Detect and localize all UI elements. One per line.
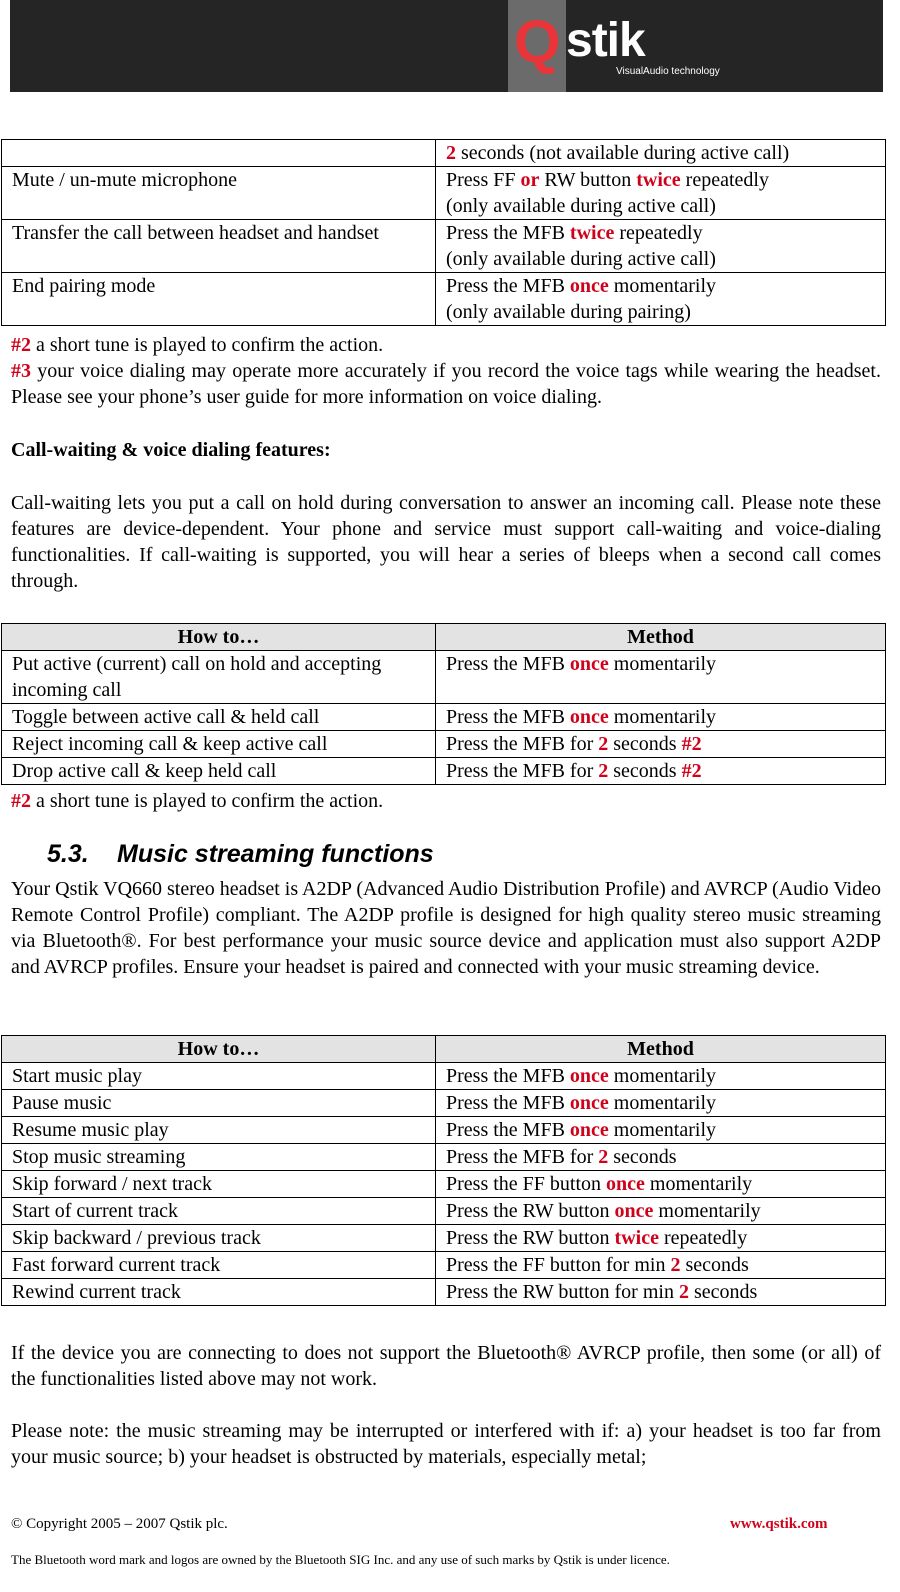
music-table-body [2, 1063, 886, 1306]
cell-method [436, 1117, 886, 1144]
cell-how-to: Mute / un-mute microphone [2, 167, 436, 220]
cell-how-to: Start music play [2, 1063, 436, 1090]
note-text: a short tune is played to confirm the action. [31, 790, 384, 812]
method-text: Press the MFB for [446, 733, 599, 755]
table-row [2, 704, 886, 731]
table-row [2, 1225, 886, 1252]
method-highlight: once [606, 1173, 645, 1195]
method-text: Press the FF button [446, 1173, 607, 1195]
method-highlight: #2 [681, 733, 702, 755]
cell-method [436, 273, 886, 326]
cell-method [436, 1279, 886, 1306]
logo-q: Q [514, 8, 561, 75]
section-title: Music streaming functions [117, 840, 434, 868]
method-text: momentarily [644, 1173, 753, 1195]
cell-how-to: Resume music play [2, 1117, 436, 1144]
cell-method [436, 167, 886, 220]
section-heading [47, 838, 434, 870]
callwaiting-body: Call-waiting lets you put a call on hold during conversation to answer an incoming call. Please note these features are device-dependent. Your phone and service must support call-waiting and voice-dialing functionalities. If call-waiting is supported, you will hear a series of bleeps when a second call comes through. [11, 492, 881, 592]
column-header-method: Method [436, 1036, 886, 1063]
column-header-how: How to… [2, 1036, 436, 1063]
method-text: RW button [539, 169, 637, 191]
column-header-how: How to… [2, 624, 436, 651]
cell-how-to: Put active (current) call on hold and accepting incoming call [2, 651, 436, 704]
cell-method [436, 758, 886, 785]
table-row [2, 731, 886, 758]
method-highlight: twice [569, 222, 615, 244]
cell-how-to: Reject incoming call & keep active call [2, 731, 436, 758]
table-row [2, 1063, 886, 1090]
table-row [2, 273, 886, 326]
method-text: momentarily [608, 1119, 716, 1141]
cell-method [436, 651, 886, 704]
cell-how-to: Start of current track [2, 1198, 436, 1225]
cell-how-to [2, 140, 436, 167]
cell-method [436, 1171, 886, 1198]
method-text: momentarily [608, 653, 716, 675]
table-header-row [2, 1036, 886, 1063]
method-text: repeatedly [614, 222, 703, 244]
cell-method [436, 1063, 886, 1090]
method-text: Press the FF button for min [446, 1254, 671, 1276]
method-text: seconds [608, 1146, 677, 1168]
cell-method [436, 1090, 886, 1117]
method-text: Press the MFB [446, 706, 570, 728]
method-text: seconds [688, 1281, 758, 1303]
method-text: seconds (not available during active call) [456, 142, 790, 164]
cell-how-to: Fast forward current track [2, 1252, 436, 1279]
note-text: a short tune is played to confirm the action. [31, 334, 384, 356]
method-text: Press the MFB [446, 275, 570, 297]
logo-tagline: VisualAudio technology [616, 66, 720, 77]
cell-method [436, 1225, 886, 1252]
note-tag: #3 [11, 360, 31, 382]
table-row [2, 1117, 886, 1144]
method-text: (only available during active call) [446, 248, 716, 270]
footer-trademark: The Bluetooth word mark and logos are owned by the Bluetooth SIG Inc. and any use of such marks by Qstik is under licence. [11, 1552, 670, 1567]
note-3 [11, 358, 881, 410]
method-text: Press the MFB for [446, 760, 599, 782]
method-text: Press the MFB [446, 653, 570, 675]
table-row [2, 1144, 886, 1171]
method-text: momentarily [653, 1200, 761, 1222]
note-tag: #2 [11, 334, 31, 356]
method-text: Press the MFB [446, 1092, 570, 1114]
table-row [2, 1252, 886, 1279]
table-row [2, 140, 886, 167]
callwaiting-heading: Call-waiting & voice dialing features: [11, 439, 331, 461]
method-highlight: twice [614, 1227, 659, 1249]
cell-how-to: Stop music streaming [2, 1144, 436, 1171]
cell-method [436, 140, 886, 167]
cell-method [436, 220, 886, 273]
cell-how-to: Pause music [2, 1090, 436, 1117]
method-text: Press FF [446, 169, 521, 191]
method-text: Press the MFB [446, 222, 570, 244]
logo-wordmark: stik [566, 14, 645, 67]
method-highlight: 2 [598, 760, 609, 782]
cell-how-to: Rewind current track [2, 1279, 436, 1306]
table-row [2, 220, 886, 273]
footer-copyright: © Copyright 2005 – 2007 Qstik plc. [11, 1516, 228, 1532]
callwaiting-table [1, 623, 886, 785]
note-tag: #2 [11, 790, 31, 812]
table-row [2, 1090, 886, 1117]
method-text: (only available during pairing) [446, 301, 691, 323]
method-text: seconds [608, 760, 682, 782]
call-functions-table-body [2, 140, 886, 326]
method-highlight: once [569, 653, 609, 675]
method-highlight: or [520, 169, 540, 191]
method-highlight: 2 [678, 1281, 689, 1303]
method-highlight: once [569, 1065, 609, 1087]
method-text: momentarily [608, 1092, 716, 1114]
note-2-repeat [11, 788, 881, 814]
music-table [1, 1035, 886, 1306]
cell-method [436, 1198, 886, 1225]
method-text: seconds [680, 1254, 749, 1276]
table-header-row [2, 624, 886, 651]
method-highlight: once [569, 275, 609, 297]
cell-method [436, 1252, 886, 1279]
table-row [2, 167, 886, 220]
cell-how-to: Drop active call & keep held call [2, 758, 436, 785]
call-functions-table [1, 139, 886, 326]
cell-how-to: Toggle between active call & held call [2, 704, 436, 731]
method-highlight: once [614, 1200, 654, 1222]
cell-method [436, 731, 886, 758]
method-text: momentarily [608, 275, 716, 297]
note-2 [11, 332, 881, 358]
method-text: momentarily [608, 706, 716, 728]
column-header-method: Method [436, 624, 886, 651]
section-number: 5.3. [47, 840, 89, 868]
table-row [2, 1171, 886, 1198]
method-text: momentarily [608, 1065, 716, 1087]
method-text: seconds [608, 733, 682, 755]
callwaiting-table-body [2, 651, 886, 785]
method-text: repeatedly [680, 169, 769, 191]
cell-method [436, 1144, 886, 1171]
method-highlight: once [569, 1092, 609, 1114]
table-row [2, 651, 886, 704]
method-text: repeatedly [658, 1227, 748, 1249]
table-row [2, 1279, 886, 1306]
cell-method [436, 704, 886, 731]
method-text: Press the MFB [446, 1065, 570, 1087]
method-highlight: twice [636, 169, 681, 191]
method-text: (only available during active call) [446, 195, 716, 217]
table-row [2, 758, 886, 785]
cell-how-to: Skip forward / next track [2, 1171, 436, 1198]
table-row [2, 1198, 886, 1225]
method-text: Press the RW button for min [446, 1281, 679, 1303]
method-highlight: 2 [446, 142, 456, 164]
cell-how-to: Transfer the call between headset and handset [2, 220, 436, 273]
method-text: Press the MFB [446, 1119, 570, 1141]
method-highlight: once [569, 1119, 609, 1141]
method-highlight: once [569, 706, 609, 728]
header-banner [10, 0, 883, 92]
method-highlight: #2 [681, 760, 702, 782]
method-text: Press the RW button [446, 1227, 615, 1249]
method-highlight: 2 [670, 1254, 681, 1276]
note-text: your voice dialing may operate more accurately if you record the voice tags while wearing the headset. Please see your phone’s user guide for more information on voice dialing. [11, 360, 881, 408]
method-highlight: 2 [598, 1146, 609, 1168]
method-text: Press the RW button [446, 1200, 615, 1222]
avrcp-note: If the device you are connecting to does not support the Bluetooth® AVRCP profile, then some (or all) of the functionalities listed above may not work. [11, 1342, 881, 1390]
interrupt-note: Please note: the music streaming may be interrupted or interfered with if: a) your headset is too far from your music source; b) your headset is obstructed by materials, especially metal; [11, 1420, 881, 1468]
footer-website-link[interactable]: www.qstik.com [730, 1516, 828, 1532]
cell-how-to: Skip backward / previous track [2, 1225, 436, 1252]
music-intro: Your Qstik VQ660 stereo headset is A2DP (Advanced Audio Distribution Profile) and AVRCP (Audio Video Remote Control Profile) compliant. The A2DP profile is designed for high quality stereo music streaming via Bluetooth®. For best performance your music source device and application must also support A2DP and AVRCP profiles. Ensure your headset is paired and connected with your music streaming device. [11, 878, 881, 978]
cell-how-to: End pairing mode [2, 273, 436, 326]
method-highlight: 2 [598, 733, 609, 755]
method-text: Press the MFB for [446, 1146, 599, 1168]
